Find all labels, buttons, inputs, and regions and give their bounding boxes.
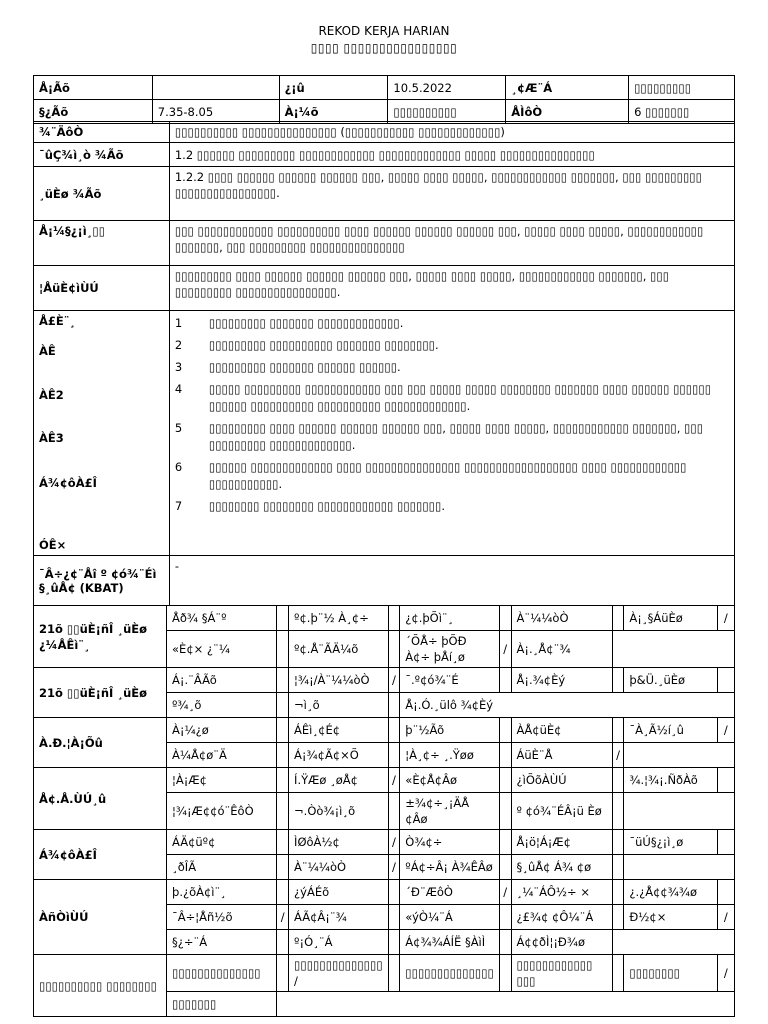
checklist-item: Á¢¢ðÌ¦¡Ð¾ø [511, 930, 612, 955]
checklist-item: ¸¼¨ÁÔ½÷ × [511, 880, 612, 905]
check-mark [388, 930, 400, 955]
step-number: 1 [174, 316, 183, 330]
check-mark [612, 880, 624, 905]
group-label: Á¾¢ôÀ£Î [34, 830, 167, 880]
group-label: Å¢.Å.ÙÚ¸û [34, 768, 167, 830]
info-value: 7.35-8.05 [152, 100, 279, 124]
step-text: ▯▯▯▯▯▯▯▯▯ ▯▯▯▯▯▯▯ ▯▯▯▯▯▯ ▯▯▯▯▯▯. [208, 360, 401, 374]
check-mark [499, 955, 511, 992]
page-title: REKOD KERJA HARIAN [318, 24, 450, 38]
check-mark [612, 855, 624, 880]
lesson-row [34, 143, 735, 167]
step-text: ▯▯▯▯▯▯▯▯ ▯▯▯▯▯▯▯▯ ▯▯▯▯▯▯▯▯▯▯▯▯ ▯▯▯▯▯▯▯. [208, 499, 445, 513]
check-mark [388, 793, 400, 830]
checklist-item: ▯▯▯▯▯▯▯ [167, 992, 277, 1017]
checklist-item: Åð¾ §Á¨º [167, 606, 277, 631]
check-mark [612, 668, 624, 693]
check-mark [388, 693, 400, 718]
checklist-row [34, 668, 735, 693]
step-number: 3 [174, 360, 183, 374]
checklist-item: þ¨½Ãõ [400, 718, 500, 743]
checklist-item: ÌØôÀ½¢ [289, 830, 389, 855]
check-mark [499, 830, 511, 855]
step-number: 7 [174, 499, 183, 513]
checklist-item: «ýÒ¼¨Á [400, 905, 500, 930]
row-label: ÀÊ2 [39, 388, 64, 402]
page-subtitle: ▯▯▯▯ ▯▯▯▯▯▯▯▯▯▯▯▯▯▯▯▯ [310, 41, 458, 55]
row-label: ¯Â÷¿¢¨Åî º ¢ó¾¨Éì §¸ûÅ¢ (KBAT) [34, 556, 170, 606]
check-mark [499, 768, 511, 793]
checklist-item: Í.ŸÆø ¸øÅ¢ [289, 768, 389, 793]
row-label: Å£È¨¸ [39, 314, 76, 328]
checklist-item: ¾.¦¾¡.ÑðÀõ [624, 768, 717, 793]
checklist-item: Á¡.¨ÂÃõ [167, 668, 277, 693]
checklist-item: º¢.Å¨ÃÄ¼õ [289, 631, 389, 668]
activity-step [175, 420, 729, 454]
check-mark [612, 718, 624, 743]
row-label: ÀÊ [39, 344, 56, 358]
checklist-row [34, 606, 735, 631]
check-mark [717, 768, 734, 793]
checklist-item: ÁüÈ¨Å [511, 743, 612, 768]
checklist-item: ¦À¡Æ¢ [167, 768, 277, 793]
step-text: ▯▯▯▯▯▯▯▯▯ ▯▯▯▯▯▯▯▯▯▯ ▯▯▯▯▯▯▯ ▯▯▯▯▯▯▯▯. [208, 338, 439, 352]
step-number: 4 [174, 382, 183, 396]
check-mark [612, 955, 624, 992]
check-mark [388, 631, 400, 668]
check-mark [277, 631, 289, 668]
check-mark [499, 855, 511, 880]
check-mark [612, 606, 624, 631]
check-mark [612, 830, 624, 855]
check-mark [277, 955, 289, 992]
checklist-item: ¿ýÁÉõ [289, 880, 389, 905]
activity-steps [169, 311, 734, 556]
step-text: ▯▯▯▯▯▯▯▯▯ ▯▯▯▯ ▯▯▯▯▯▯ ▯▯▯▯▯▯ ▯▯▯▯▯▯ ▯▯▯, ▯▯▯▯▯ ▯▯▯▯ ▯▯▯▯▯, ▯▯▯▯▯▯▯▯▯▯▯▯ ▯▯▯▯▯▯▯, ▯▯▯ ▯▯▯▯▯▯▯▯▯ ▯▯▯▯▯▯▯▯▯▯▯▯▯. [208, 421, 704, 452]
check-mark [277, 930, 289, 955]
activity-label-cell [34, 311, 170, 556]
check-mark: / [388, 668, 400, 693]
checklist-item: ºÁ¢÷Â¡ À¾ÊÂø [400, 855, 500, 880]
activity-step [175, 459, 729, 493]
check-mark [499, 930, 511, 955]
checklist-item: Å¡.¾¢Èý [511, 668, 612, 693]
checklist-item: ▯▯▯▯▯▯▯▯▯▯▯▯▯▯ / [289, 955, 389, 992]
checklist-item: §¿÷¨Á [167, 930, 277, 955]
group-label: ÀñÒìÙÚ [34, 880, 167, 955]
check-mark [612, 930, 734, 955]
checklist-item: ¿ìÕõÀÙÚ [511, 768, 612, 793]
checklist-item: ▯▯▯▯▯▯▯▯▯▯▯▯▯▯ [400, 955, 500, 992]
lesson-row [34, 221, 735, 266]
check-mark [277, 743, 289, 768]
check-mark [277, 793, 289, 830]
checklist-item: º¢.þ¨½ À¸¢÷ [289, 606, 389, 631]
check-mark: / [388, 830, 400, 855]
check-mark: / [717, 718, 734, 743]
checklist-item: º¡Ó¸¨Á [289, 930, 389, 955]
checklist-item: À¡¸§ÁüÈø [624, 606, 717, 631]
checklist-item: À¨¼¼òÒ [511, 606, 612, 631]
checklist-item: Ð½¢× [624, 905, 717, 930]
activity-step [175, 381, 729, 415]
checklist-item: º ¢ó¾¨ÉÂ¡ü Èø [511, 793, 612, 830]
check-mark: / [499, 631, 511, 668]
row-value: ▯▯▯ ▯▯▯▯▯▯▯▯▯▯▯▯ ▯▯▯▯▯▯▯▯▯▯ ▯▯▯▯ ▯▯▯▯▯▯ ▯▯▯▯▯▯ ▯▯▯▯▯▯ ▯▯▯, ▯▯▯▯▯ ▯▯▯▯ ▯▯▯▯▯, ▯▯▯▯▯▯▯▯▯▯▯▯ ▯▯▯▯▯▯▯, ▯▯▯ ▯▯▯▯▯▯▯▯▯ ▯▯▯▯▯▯▯▯▯▯▯▯▯▯▯ [169, 221, 734, 266]
checklist-item: Ò¾¢÷ [400, 830, 500, 855]
checklist-item: À¡¼¿ø [167, 718, 277, 743]
checklist-item: ¦À¸¢÷ ¸.Ÿøø [400, 743, 500, 768]
check-mark [499, 743, 511, 768]
check-mark [277, 830, 289, 855]
checklist-item: §¸ûÅ¢ Á¾ ¢ø [511, 855, 612, 880]
check-mark [388, 880, 400, 905]
row-label: ¦ÅüÈ¢ìÙÚ [34, 266, 170, 311]
checklist-item: ´ÕÅ÷ þÕÐ À¢÷ þÅí¸ø [400, 631, 500, 668]
activity-step [175, 359, 729, 376]
info-value: ▯▯▯▯▯▯▯▯▯ [629, 76, 735, 100]
step-number: 6 [174, 460, 183, 474]
check-mark [717, 668, 734, 693]
check-mark: / [717, 606, 734, 631]
check-mark [499, 793, 511, 830]
row-value: - [169, 556, 734, 606]
checklist-row [34, 718, 735, 743]
checklist-item [624, 855, 735, 880]
check-mark: / [499, 880, 511, 905]
checklist-item: ¬.Òò¾¡ì¸õ [289, 793, 389, 830]
step-number: 2 [174, 338, 183, 352]
group-label: ▯▯▯▯▯▯▯▯▯▯ ▯▯▯▯▯▯▯▯ [34, 955, 167, 1017]
step-text: ▯▯▯▯▯▯▯▯▯ ▯▯▯▯▯▯▯ ▯▯▯▯▯▯▯▯▯▯▯▯▯. [208, 316, 404, 330]
step-number: 5 [174, 421, 183, 435]
check-mark: / [612, 743, 624, 768]
check-mark [717, 880, 734, 905]
info-label: ¸¢Æ¨Á [506, 76, 629, 100]
check-mark [612, 631, 734, 668]
checklist-item: ¬ì¸õ [289, 693, 389, 718]
checklist-item: º¾¸õ [167, 693, 277, 718]
check-mark [277, 668, 289, 693]
step-text: ▯▯▯▯▯ ▯▯▯▯▯▯▯▯▯ ▯▯▯▯▯▯▯▯▯▯▯▯ ▯▯▯ ▯▯▯ ▯▯▯▯▯ ▯▯▯▯▯ ▯▯▯▯▯▯▯▯ ▯▯▯▯▯▯▯ ▯▯▯▯ ▯▯▯▯▯▯ ▯▯▯▯▯▯ ▯▯▯▯▯▯ ▯▯▯▯▯▯▯▯▯▯ ▯▯▯▯▯▯▯▯▯▯ ▯▯▯▯▯▯▯▯▯▯▯▯▯. [208, 382, 712, 413]
info-row [34, 100, 735, 124]
row-value: ▯▯▯▯▯▯▯▯▯ ▯▯▯▯ ▯▯▯▯▯▯ ▯▯▯▯▯▯ ▯▯▯▯▯▯ ▯▯▯, ▯▯▯▯▯ ▯▯▯▯ ▯▯▯▯▯, ▯▯▯▯▯▯▯▯▯▯▯▯ ▯▯▯▯▯▯▯, ▯▯▯ ▯▯▯▯▯▯▯▯▯ ▯▯▯▯▯▯▯▯▯▯▯▯▯▯▯▯. [169, 266, 734, 311]
check-mark [612, 793, 624, 830]
info-value: 10.5.2022 [388, 76, 506, 100]
checklist-item: À¨¼¼òÒ [289, 855, 389, 880]
info-row [34, 76, 735, 100]
checklist-item: ¯.º¢ó¾¨É [400, 668, 500, 693]
info-label: ¿¡û [279, 76, 388, 100]
checklist-item: ¸ðÎÃ [167, 855, 277, 880]
checklist-item [624, 793, 735, 830]
checklist-item: À¡.¸Å¢¨¾ [511, 631, 612, 668]
step-text: ▯▯▯▯▯▯ ▯▯▯▯▯▯▯▯▯▯▯▯▯ ▯▯▯▯ ▯▯▯▯▯▯▯▯▯▯▯▯▯▯▯ ▯▯▯▯▯▯▯▯▯▯▯▯▯▯▯▯▯▯ ▯▯▯▯ ▯▯▯▯▯▯▯▯▯▯▯▯ ▯▯▯▯▯▯▯▯▯▯▯. [208, 460, 687, 491]
checklist-item: Å¡ö¦Á¡Æ¢ [511, 830, 612, 855]
checklist-item: ¿.¿Å¢¢¾¾ø [624, 880, 717, 905]
row-value: 1.2 ▯▯▯▯▯▯ ▯▯▯▯▯▯▯▯▯ ▯▯▯▯▯▯▯▯▯▯▯▯ ▯▯▯▯▯▯▯▯▯▯▯▯▯ ▯▯▯▯▯ ▯▯▯▯▯▯▯▯▯▯▯▯▯▯▯ [169, 143, 734, 167]
checklist-item: Á¢¾¾ÁÍË §ÀìÌ [400, 930, 500, 955]
check-mark [499, 668, 511, 693]
checklist-item: ±¾¢÷¸¡ÄÅ ¢Âø [400, 793, 500, 830]
checklist-item: þ&Ü.¸üÈø [624, 668, 717, 693]
check-mark [277, 718, 289, 743]
info-label: §¿Ãõ [34, 100, 153, 124]
group-label: 21õ ▯▯üÈ¡ñÎ ¸üÈø ¿¼ÅÊì¨¸ [34, 606, 167, 668]
info-label: À¡¼õ [279, 100, 388, 124]
check-mark [277, 855, 289, 880]
checklist-row [34, 955, 735, 992]
checklist-row [34, 880, 735, 905]
check-mark [717, 830, 734, 855]
checklist-item: Å¡.Ó.¸ülô ¾¢Èý [400, 693, 735, 718]
info-label: Å¡Ãõ [34, 76, 153, 100]
row-label: ÓÊ× [39, 538, 67, 552]
check-mark: / [717, 955, 734, 992]
checklist-row [34, 830, 735, 855]
check-mark: / [717, 905, 734, 930]
row-value: ▯▯▯▯▯▯▯▯▯▯ ▯▯▯▯▯▯▯▯▯▯▯▯▯▯▯ (▯▯▯▯▯▯▯▯▯▯▯ ▯▯▯▯▯▯▯▯▯▯▯▯▯) [169, 122, 734, 143]
check-mark [277, 693, 289, 718]
checklist-item: ¦¾¡Æ¢¢ó¨ÊôÒ [167, 793, 277, 830]
info-value: 6 ▯▯▯▯▯▯▯ [629, 100, 735, 124]
row-label: ¯ûÇ¾ì¸ò ¾Ãõ [34, 143, 170, 167]
checklist-row [34, 768, 735, 793]
info-label: ÅÌôÒ [506, 100, 629, 124]
checklist-item: ÁÃ¢Â¡¨¾ [289, 905, 389, 930]
row-label: ¸üÈø ¾Ãõ [34, 167, 170, 221]
checklist-item: ▯▯▯▯▯▯▯▯▯▯▯▯▯▯ [167, 955, 277, 992]
check-mark [388, 955, 400, 992]
activity-step [175, 498, 729, 515]
checklist-item: ÁÄ¢üº¢ [167, 830, 277, 855]
check-mark [388, 743, 400, 768]
check-mark [499, 905, 511, 930]
checklist-item: ¯Â÷¦Åñ½õ [167, 905, 277, 930]
check-mark [499, 718, 511, 743]
checklist-item: À¼Å¢ø¨Ä [167, 743, 277, 768]
row-value: 1.2.2 ▯▯▯▯ ▯▯▯▯▯▯ ▯▯▯▯▯▯ ▯▯▯▯▯▯ ▯▯▯, ▯▯▯▯▯ ▯▯▯▯ ▯▯▯▯▯, ▯▯▯▯▯▯▯▯▯▯▯▯ ▯▯▯▯▯▯▯, ▯▯▯ ▯▯▯▯▯▯▯▯▯ ▯▯▯▯▯▯▯▯▯▯▯▯▯▯▯▯. [169, 167, 734, 221]
checklist-item: ÀÅ¢üÈ¢ [511, 718, 612, 743]
check-mark [499, 606, 511, 631]
check-mark [277, 606, 289, 631]
row-label: Á¾¢ôÀ£Î [39, 476, 97, 490]
check-mark [388, 905, 400, 930]
check-mark: / [388, 768, 400, 793]
checklist-item: þ.¿õÀ¢ì¨¸ [167, 880, 277, 905]
row-label: ÀÊ3 [39, 431, 64, 445]
info-value [152, 76, 279, 100]
checklist-item: ▯▯▯▯▯▯▯▯ [624, 955, 717, 992]
checklist-item: ÁÊì¸¢É¢ [289, 718, 389, 743]
lesson-row [34, 266, 735, 311]
check-mark [388, 606, 400, 631]
group-label: 21õ ▯▯üÈ¡ñÎ ¸üÈø [34, 668, 167, 718]
checklist-item: «È¢× ¿¨¼ [167, 631, 277, 668]
check-mark [612, 905, 624, 930]
group-label: À.Ð.¦À¡Õû [34, 718, 167, 768]
row-label: ¾¨ÄôÒ [34, 122, 170, 143]
info-value: ▯▯▯▯▯▯▯▯▯▯ [388, 100, 506, 124]
checklist-item: ▯▯▯▯▯▯▯▯▯▯▯▯ ▯▯▯ [511, 955, 612, 992]
check-mark [388, 718, 400, 743]
checklist-table [33, 605, 735, 1017]
lesson-row [34, 556, 735, 606]
lesson-row [34, 311, 735, 556]
row-label: Å¡¼§¿¡ì¸▯▯ [34, 221, 170, 266]
checklist-item: ´Ð¨ÆôÒ [400, 880, 500, 905]
checklist-item: ¿£¾¢ ¢Ô¼¨Á [511, 905, 612, 930]
checklist-item: Á¡¾¢Ã¢×Õ [289, 743, 389, 768]
checklist-item: ¿¢.þÕì¨¸ [400, 606, 500, 631]
check-mark: / [277, 905, 289, 930]
lesson-table [33, 121, 735, 606]
check-mark [277, 880, 289, 905]
lesson-row [34, 122, 735, 143]
checklist-item: «È¢Å¢Âø [400, 768, 500, 793]
info-table [33, 75, 735, 124]
check-mark [277, 992, 735, 1017]
activity-step [175, 337, 729, 354]
checklist-item: ¯üÚ§¿¡ì¸ø [624, 830, 717, 855]
checklist-item [624, 743, 735, 768]
check-mark [612, 768, 624, 793]
check-mark [277, 768, 289, 793]
checklist-item: ¯À¸Ã½í¸û [624, 718, 717, 743]
lesson-row [34, 167, 735, 221]
check-mark: / [388, 855, 400, 880]
activity-step [175, 315, 729, 332]
checklist-item: ¦¾¡/À¨¼¼òÒ [289, 668, 389, 693]
